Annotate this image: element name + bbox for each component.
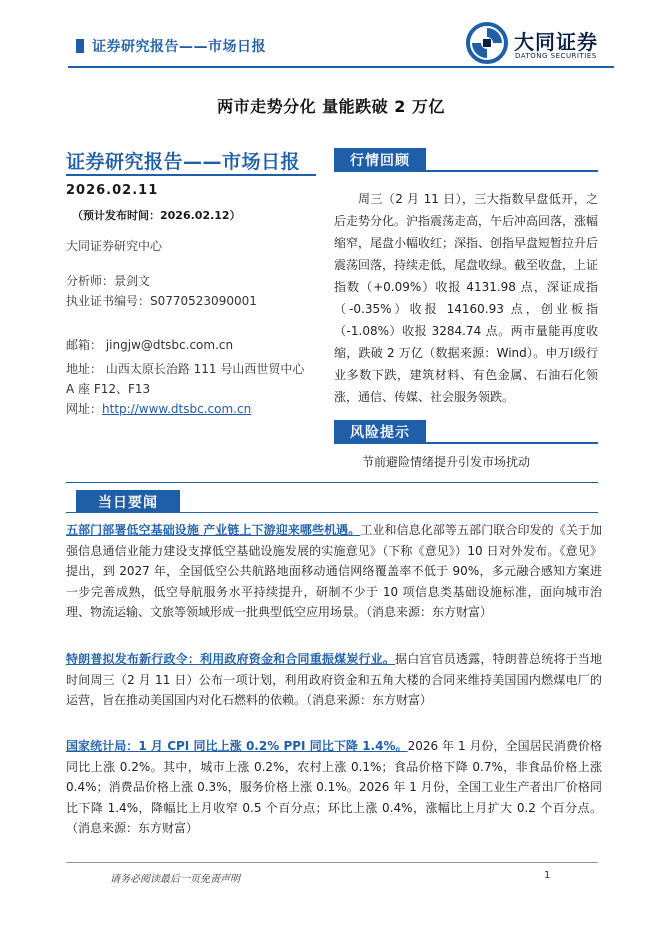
market-review-text: 周三（2 月 11 日），三大指数早盘低开，之后走势分化。沪指震荡走高，午后冲高回落，涨幅缩窄，尾盘小幅收红；深指、创指早盘短暂拉升后震荡回落，持续走低，尾盘收绿。截至收盘，上证指数（+0.09%）收报 4131.98 点，深证成指（-0.35%）收报 14160.93 点，创业板指（-1.08%）收报 3284.74 点。两市量能再度收缩，跌破 2 万亿（数据来源：Wind）。申万Ⅰ级行业多数下跌，建筑材料、有色金属、石油石化领涨，通信、传媒、社会服务领跌。 bbox=[334, 192, 599, 404]
footer-rule bbox=[66, 862, 598, 863]
website-label: 网址： bbox=[66, 402, 103, 416]
news-headline[interactable]: 特朗普拟发布新行政令：利用政府资金和合同重振煤炭行业。 bbox=[66, 652, 396, 666]
news-headline[interactable]: 五部门部署低空基础设施 产业链上下游迎来哪些机遇。 bbox=[66, 523, 361, 537]
news-item bbox=[66, 736, 602, 839]
daily-news-tag: 当日要闻 bbox=[76, 490, 180, 512]
contact-email: 邮箱： jingjw@dtsbc.com.cn bbox=[66, 338, 234, 352]
page-number: 1 bbox=[544, 870, 551, 881]
news-item bbox=[66, 520, 602, 623]
news-body: 据白宫官员透露，特朗普总统将于当地时间周三（2 月 11 日）公布一项计划，利用政府资金和五角大楼的合同来维持美国国内燃煤电厂的运营，旨在推动美国国内对化石燃料的依赖。（消息来源：东方财富） bbox=[66, 652, 602, 707]
address-line-1: 地址： 山西太原长治路 111 号山西世贸中心 bbox=[66, 362, 305, 376]
news-body: 工业和信息化部等五部门联合印发的《关于加强信息通信业能力建设支撑低空基础设施发展的实施意见》（下称《意见》）10 日对外发布。《意见》提出，到 2027 年，全国低空公共航路地面移动通信网络覆盖率不低于 90%，多元融合感知方案进一步完善成熟，低空导航服务水平持续提升，研制不少于 10 项信息类基础设施标准，面向城市治理、物流运输、文旅等领域形成一批典型低空应用场景。（消息来源：东方财富） bbox=[66, 523, 602, 619]
header-title: 证券研究报告——市场日报 bbox=[92, 39, 266, 55]
risk-warning-tag: 风险提示 bbox=[334, 420, 426, 442]
expected-publish-date: （预计发布时间：2026.02.12） bbox=[72, 209, 241, 222]
license-number: 执业证书编号：S0770523090001 bbox=[66, 294, 257, 308]
news-body: 2026 年 1 月份，全国居民消费价格同比上涨 0.2%。其中，城市上涨 0.2%，农村上涨 0.1%；食品价格下降 0.7%，非食品价格上涨 0.4%；消费品价格上涨 0.3%，服务价格上涨 0.1%。2026 年 1 月份，全国工业生产者出厂价格同比下降 1.4%，降幅比上月收窄 0.5 个百分点；环比上涨 0.4%，涨幅比上月扩大 0.2 个百分点。（消息来源：东方财富） bbox=[66, 739, 602, 835]
news-headline[interactable]: 国家统计局：1 月 CPI 同比上涨 0.2% PPI 同比下降 1.4%。 bbox=[66, 739, 408, 753]
header-rule bbox=[68, 66, 614, 68]
header-marker bbox=[76, 39, 84, 53]
logo-text-cn: 大同证券 bbox=[514, 30, 598, 54]
report-title: 证券研究报告——市场日报 bbox=[66, 151, 301, 173]
risk-warning-rule bbox=[334, 442, 598, 444]
website-row bbox=[66, 400, 251, 417]
website-link[interactable]: http://www.dtsbc.com.cn bbox=[102, 402, 252, 416]
market-review-rule bbox=[334, 170, 598, 172]
daily-news-rule bbox=[66, 512, 598, 513]
market-review-tag: 行情回顾 bbox=[334, 148, 426, 170]
risk-warning-text: 节前避险情绪提升引发市场扰动 bbox=[362, 455, 531, 469]
company-logo bbox=[466, 22, 616, 64]
report-date: 2026.02.11 bbox=[66, 183, 159, 198]
news-item bbox=[66, 649, 602, 711]
address-line-2: A 座 F12、F13 bbox=[66, 382, 151, 396]
analyst-name: 分析师：景剑文 bbox=[66, 274, 151, 288]
research-org: 大同证券研究中心 bbox=[66, 239, 163, 253]
document-title: 两市走势分化 量能跌破 2 万亿 bbox=[217, 97, 445, 116]
section-divider bbox=[66, 482, 598, 483]
logo-emblem-icon bbox=[466, 22, 508, 64]
report-title-rule bbox=[66, 174, 316, 176]
logo-text-en: DATONG SECURITIES bbox=[515, 52, 597, 60]
disclaimer-note: 请务必阅读最后一页免责声明 bbox=[110, 874, 240, 885]
